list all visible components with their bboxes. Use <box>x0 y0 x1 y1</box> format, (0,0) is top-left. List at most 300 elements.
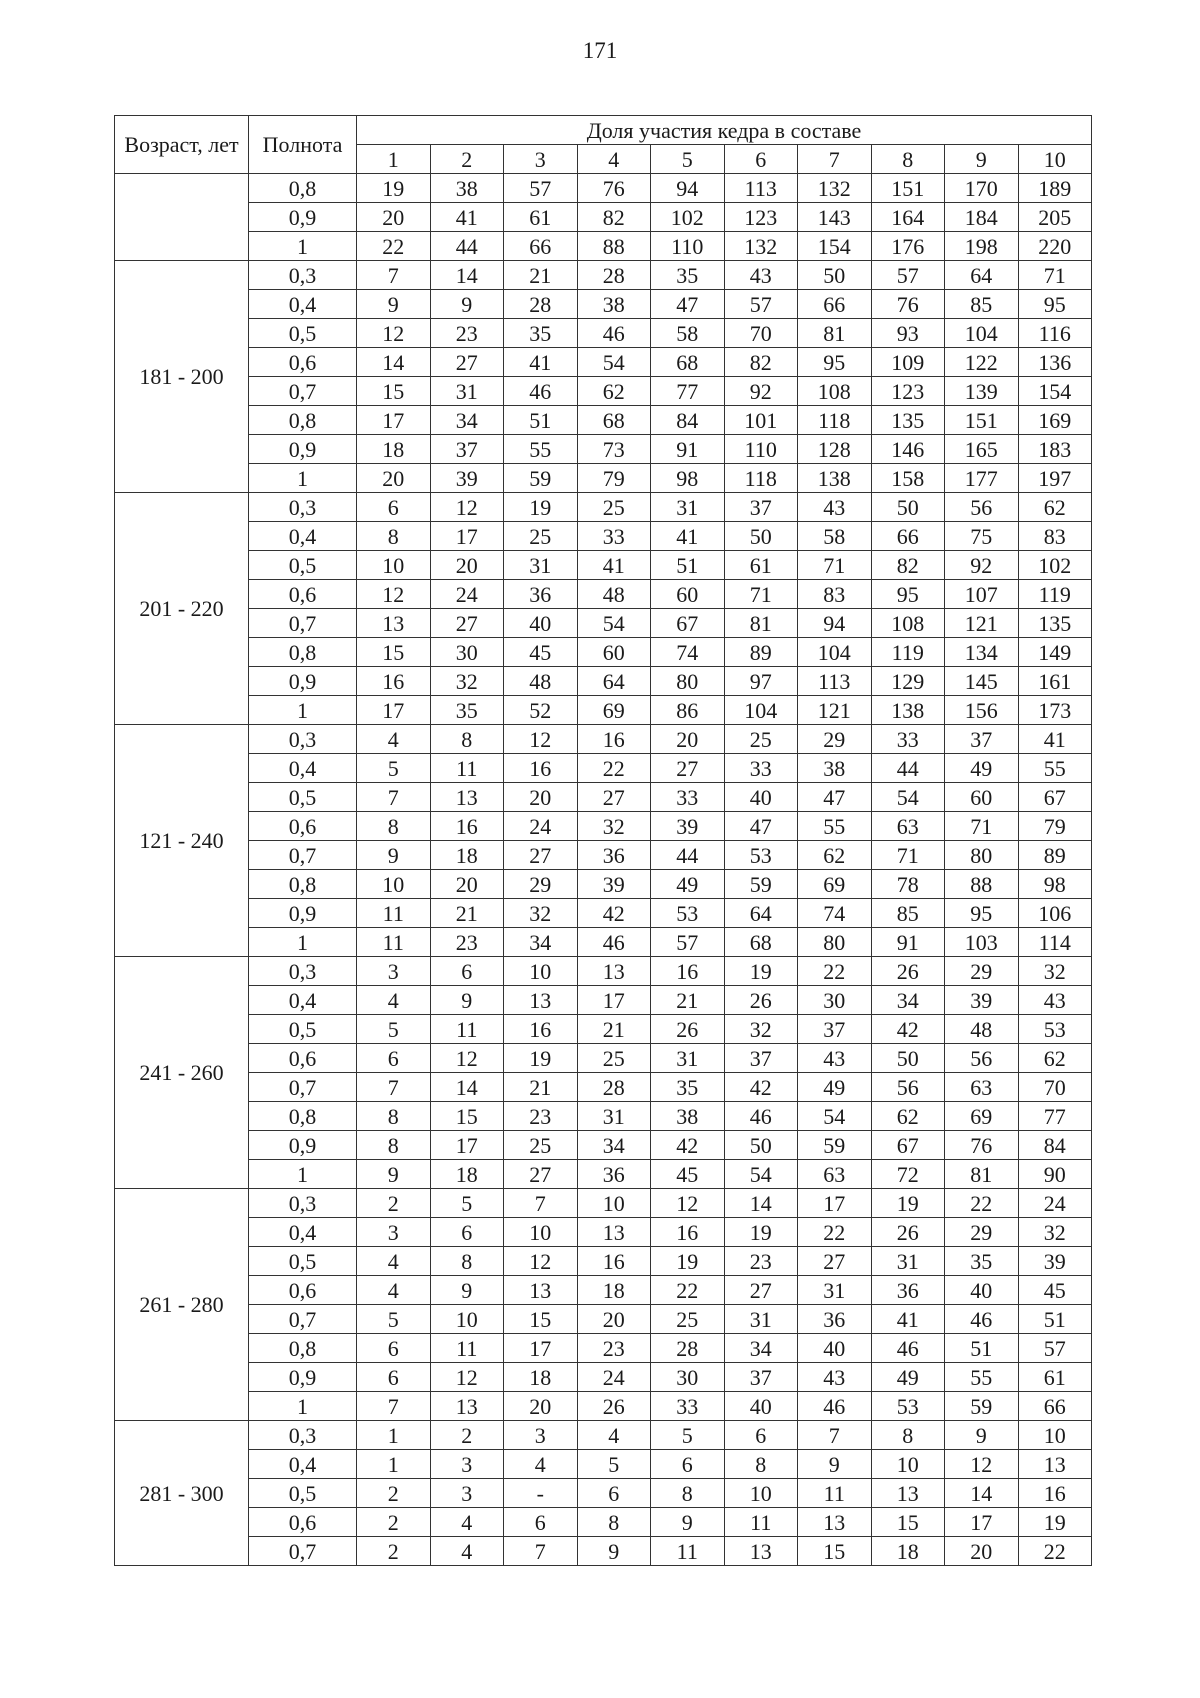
table-row <box>115 1392 1092 1421</box>
value-cell: 8 <box>357 1131 431 1160</box>
density-cell: 0,6 <box>249 812 357 841</box>
table-row <box>115 1218 1092 1247</box>
value-cell: 93 <box>871 319 945 348</box>
value-cell: 176 <box>871 232 945 261</box>
value-cell: 34 <box>871 986 945 1015</box>
value-cell: 61 <box>504 203 578 232</box>
value-cell: 50 <box>724 1131 798 1160</box>
value-cell: 15 <box>430 1102 504 1131</box>
value-cell: 76 <box>871 290 945 319</box>
density-cell: 0,9 <box>249 1363 357 1392</box>
value-cell: 32 <box>504 899 578 928</box>
table-row <box>115 1160 1092 1189</box>
value-cell: 40 <box>504 609 578 638</box>
value-cell: 45 <box>651 1160 725 1189</box>
value-cell: 116 <box>1018 319 1092 348</box>
age-group-cell: 121 - 240 <box>115 725 249 957</box>
value-cell: 91 <box>651 435 725 464</box>
value-cell: 35 <box>504 319 578 348</box>
value-cell: 31 <box>430 377 504 406</box>
value-cell: 15 <box>357 377 431 406</box>
table-row <box>115 1334 1092 1363</box>
value-cell: 36 <box>871 1276 945 1305</box>
value-cell: 89 <box>1018 841 1092 870</box>
value-cell: 110 <box>724 435 798 464</box>
value-cell: 37 <box>430 435 504 464</box>
value-cell: 60 <box>577 638 651 667</box>
table-row <box>115 1421 1092 1450</box>
value-cell: 108 <box>798 377 872 406</box>
value-cell: 13 <box>577 1218 651 1247</box>
density-cell: 0,4 <box>249 522 357 551</box>
value-cell: 57 <box>504 174 578 203</box>
value-cell: 77 <box>651 377 725 406</box>
value-cell: 123 <box>871 377 945 406</box>
value-cell: 86 <box>651 696 725 725</box>
value-cell: 18 <box>357 435 431 464</box>
value-cell: 54 <box>577 609 651 638</box>
value-cell: 21 <box>430 899 504 928</box>
value-cell: 10 <box>357 551 431 580</box>
value-cell: 70 <box>1018 1073 1092 1102</box>
value-cell: 43 <box>798 493 872 522</box>
value-cell: 44 <box>651 841 725 870</box>
value-cell: 27 <box>430 348 504 377</box>
header-share-8: 8 <box>871 145 945 174</box>
value-cell: 17 <box>430 1131 504 1160</box>
value-cell: 13 <box>357 609 431 638</box>
value-cell: 35 <box>651 261 725 290</box>
header-share-3: 3 <box>504 145 578 174</box>
value-cell: 28 <box>577 261 651 290</box>
value-cell: 60 <box>651 580 725 609</box>
value-cell: 64 <box>724 899 798 928</box>
value-cell: 7 <box>798 1421 872 1450</box>
value-cell: 151 <box>945 406 1019 435</box>
value-cell: 50 <box>871 1044 945 1073</box>
value-cell: 39 <box>577 870 651 899</box>
value-cell: 82 <box>724 348 798 377</box>
value-cell: 9 <box>357 1160 431 1189</box>
value-cell: 4 <box>357 986 431 1015</box>
value-cell: 156 <box>945 696 1019 725</box>
value-cell: 6 <box>430 1218 504 1247</box>
value-cell: 121 <box>798 696 872 725</box>
value-cell: 63 <box>945 1073 1019 1102</box>
value-cell: 183 <box>1018 435 1092 464</box>
value-cell: 43 <box>1018 986 1092 1015</box>
table-row <box>115 957 1092 986</box>
value-cell: 30 <box>430 638 504 667</box>
value-cell: 6 <box>357 1044 431 1073</box>
value-cell: 25 <box>504 1131 578 1160</box>
value-cell: 21 <box>651 986 725 1015</box>
value-cell: 59 <box>724 870 798 899</box>
value-cell: 62 <box>1018 493 1092 522</box>
density-cell: 0,9 <box>249 435 357 464</box>
value-cell: 12 <box>357 580 431 609</box>
value-cell: 29 <box>945 1218 1019 1247</box>
value-cell: 21 <box>504 1073 578 1102</box>
age-group-cell: 181 - 200 <box>115 261 249 493</box>
value-cell: 15 <box>504 1305 578 1334</box>
header-share-7: 7 <box>798 145 872 174</box>
value-cell: 54 <box>577 348 651 377</box>
value-cell: 138 <box>798 464 872 493</box>
value-cell: 27 <box>651 754 725 783</box>
table-body <box>115 174 1092 1566</box>
value-cell: 36 <box>798 1305 872 1334</box>
value-cell: 55 <box>504 435 578 464</box>
value-cell: 135 <box>1018 609 1092 638</box>
value-cell: 20 <box>945 1537 1019 1566</box>
value-cell: 63 <box>798 1160 872 1189</box>
value-cell: 18 <box>430 841 504 870</box>
value-cell: 22 <box>798 957 872 986</box>
value-cell: 51 <box>1018 1305 1092 1334</box>
value-cell: 9 <box>945 1421 1019 1450</box>
density-cell: 0,6 <box>249 1276 357 1305</box>
value-cell: 64 <box>945 261 1019 290</box>
value-cell: 16 <box>651 957 725 986</box>
value-cell: 75 <box>945 522 1019 551</box>
value-cell: 12 <box>357 319 431 348</box>
header-density: Полнота <box>249 116 357 174</box>
density-cell: 1 <box>249 464 357 493</box>
value-cell: 8 <box>651 1479 725 1508</box>
value-cell: 12 <box>504 1247 578 1276</box>
value-cell: 154 <box>1018 377 1092 406</box>
value-cell: 4 <box>430 1537 504 1566</box>
value-cell: 29 <box>504 870 578 899</box>
density-cell: 0,5 <box>249 1015 357 1044</box>
value-cell: 113 <box>724 174 798 203</box>
value-cell: 25 <box>651 1305 725 1334</box>
value-cell: 61 <box>724 551 798 580</box>
density-cell: 0,4 <box>249 754 357 783</box>
value-cell: 98 <box>651 464 725 493</box>
value-cell: 69 <box>945 1102 1019 1131</box>
header-share-10: 10 <box>1018 145 1092 174</box>
value-cell: 25 <box>504 522 578 551</box>
value-cell: 18 <box>504 1363 578 1392</box>
value-cell: 55 <box>945 1363 1019 1392</box>
value-cell: 138 <box>871 696 945 725</box>
value-cell: 16 <box>577 1247 651 1276</box>
value-cell: 36 <box>504 580 578 609</box>
value-cell: 122 <box>945 348 1019 377</box>
value-cell: 56 <box>945 493 1019 522</box>
value-cell: 63 <box>871 812 945 841</box>
value-cell: 11 <box>430 754 504 783</box>
value-cell: 8 <box>724 1450 798 1479</box>
value-cell: 24 <box>430 580 504 609</box>
value-cell: 8 <box>357 812 431 841</box>
value-cell: 49 <box>798 1073 872 1102</box>
value-cell: 11 <box>798 1479 872 1508</box>
value-cell: 2 <box>357 1508 431 1537</box>
value-cell: 118 <box>798 406 872 435</box>
value-cell: 13 <box>430 783 504 812</box>
value-cell: 83 <box>798 580 872 609</box>
table-row <box>115 812 1092 841</box>
value-cell: 10 <box>504 957 578 986</box>
value-cell: 31 <box>871 1247 945 1276</box>
value-cell: 11 <box>357 928 431 957</box>
density-cell: 0,7 <box>249 377 357 406</box>
value-cell: 6 <box>651 1450 725 1479</box>
table-row <box>115 1305 1092 1334</box>
value-cell: 67 <box>871 1131 945 1160</box>
value-cell: 48 <box>577 580 651 609</box>
value-cell: 5 <box>651 1421 725 1450</box>
value-cell: 98 <box>1018 870 1092 899</box>
table-row <box>115 261 1092 290</box>
table-row <box>115 841 1092 870</box>
value-cell: 6 <box>724 1421 798 1450</box>
value-cell: 104 <box>798 638 872 667</box>
table-row <box>115 667 1092 696</box>
value-cell: 6 <box>357 1334 431 1363</box>
value-cell: 32 <box>1018 1218 1092 1247</box>
value-cell: 108 <box>871 609 945 638</box>
value-cell: 57 <box>651 928 725 957</box>
value-cell: 19 <box>357 174 431 203</box>
header-share-5: 5 <box>651 145 725 174</box>
value-cell: 7 <box>357 783 431 812</box>
table-row <box>115 609 1092 638</box>
value-cell: 34 <box>577 1131 651 1160</box>
value-cell: 31 <box>577 1102 651 1131</box>
value-cell: 20 <box>577 1305 651 1334</box>
value-cell: 10 <box>430 1305 504 1334</box>
density-cell: 0,5 <box>249 1479 357 1508</box>
table-row <box>115 1508 1092 1537</box>
value-cell: 41 <box>504 348 578 377</box>
value-cell: 20 <box>430 551 504 580</box>
value-cell: 40 <box>945 1276 1019 1305</box>
value-cell: 53 <box>651 899 725 928</box>
value-cell: 10 <box>357 870 431 899</box>
density-cell: 0,4 <box>249 1218 357 1247</box>
value-cell: 35 <box>651 1073 725 1102</box>
table-row <box>115 1450 1092 1479</box>
density-cell: 0,5 <box>249 319 357 348</box>
value-cell: 5 <box>357 1305 431 1334</box>
value-cell: 32 <box>430 667 504 696</box>
age-group-cell: 281 - 300 <box>115 1421 249 1566</box>
value-cell: 18 <box>871 1537 945 1566</box>
value-cell: 9 <box>430 986 504 1015</box>
value-cell: 45 <box>504 638 578 667</box>
value-cell: 146 <box>871 435 945 464</box>
value-cell: 3 <box>504 1421 578 1450</box>
value-cell: 35 <box>430 696 504 725</box>
value-cell: 197 <box>1018 464 1092 493</box>
value-cell: 13 <box>724 1537 798 1566</box>
value-cell: 2 <box>357 1479 431 1508</box>
value-cell: 19 <box>1018 1508 1092 1537</box>
value-cell: 19 <box>871 1189 945 1218</box>
value-cell: 8 <box>430 725 504 754</box>
value-cell: 62 <box>1018 1044 1092 1073</box>
value-cell: 32 <box>577 812 651 841</box>
value-cell: 17 <box>798 1189 872 1218</box>
value-cell: 42 <box>651 1131 725 1160</box>
value-cell: 3 <box>357 1218 431 1247</box>
table-row <box>115 377 1092 406</box>
value-cell: 33 <box>651 783 725 812</box>
table-row <box>115 928 1092 957</box>
value-cell: 46 <box>577 928 651 957</box>
value-cell: 103 <box>945 928 1019 957</box>
value-cell: 69 <box>577 696 651 725</box>
value-cell: 39 <box>945 986 1019 1015</box>
value-cell: 50 <box>871 493 945 522</box>
value-cell: 89 <box>724 638 798 667</box>
value-cell: 49 <box>945 754 1019 783</box>
page-number: 171 <box>582 38 618 63</box>
value-cell: 77 <box>1018 1102 1092 1131</box>
table-row <box>115 348 1092 377</box>
value-cell: 81 <box>945 1160 1019 1189</box>
value-cell: 46 <box>798 1392 872 1421</box>
value-cell: 60 <box>945 783 1019 812</box>
value-cell: 37 <box>798 1015 872 1044</box>
value-cell: 118 <box>724 464 798 493</box>
value-cell: 81 <box>798 319 872 348</box>
value-cell: 40 <box>724 1392 798 1421</box>
value-cell: 54 <box>724 1160 798 1189</box>
value-cell: 17 <box>577 986 651 1015</box>
value-cell: 136 <box>1018 348 1092 377</box>
value-cell: 42 <box>724 1073 798 1102</box>
header-share-9: 9 <box>945 145 1019 174</box>
value-cell: 26 <box>577 1392 651 1421</box>
value-cell: 22 <box>945 1189 1019 1218</box>
value-cell: 22 <box>798 1218 872 1247</box>
value-cell: 57 <box>1018 1334 1092 1363</box>
value-cell: 92 <box>945 551 1019 580</box>
density-cell: 0,8 <box>249 638 357 667</box>
value-cell: 149 <box>1018 638 1092 667</box>
density-cell: 0,9 <box>249 667 357 696</box>
value-cell: 165 <box>945 435 1019 464</box>
value-cell: 10 <box>871 1450 945 1479</box>
value-cell: 31 <box>798 1276 872 1305</box>
table-row <box>115 870 1092 899</box>
value-cell: 90 <box>1018 1160 1092 1189</box>
density-cell: 0,7 <box>249 1305 357 1334</box>
value-cell: 161 <box>1018 667 1092 696</box>
table-row <box>115 1276 1092 1305</box>
density-cell: 0,8 <box>249 174 357 203</box>
density-cell: 0,3 <box>249 957 357 986</box>
value-cell: 25 <box>577 1044 651 1073</box>
value-cell: 58 <box>651 319 725 348</box>
value-cell: 8 <box>871 1421 945 1450</box>
value-cell: 114 <box>1018 928 1092 957</box>
age-group-cell <box>115 174 249 261</box>
value-cell: 119 <box>1018 580 1092 609</box>
value-cell: 85 <box>945 290 1019 319</box>
value-cell: 9 <box>430 290 504 319</box>
value-cell: 23 <box>724 1247 798 1276</box>
value-cell: 139 <box>945 377 1019 406</box>
value-cell: 169 <box>1018 406 1092 435</box>
table-row <box>115 435 1092 464</box>
value-cell: 51 <box>651 551 725 580</box>
header-share-1: 1 <box>357 145 431 174</box>
value-cell: 23 <box>430 928 504 957</box>
density-cell: 0,9 <box>249 899 357 928</box>
value-cell: 31 <box>504 551 578 580</box>
table-row <box>115 522 1092 551</box>
table-row <box>115 1479 1092 1508</box>
value-cell: 84 <box>1018 1131 1092 1160</box>
value-cell: 121 <box>945 609 1019 638</box>
density-cell: 0,9 <box>249 1131 357 1160</box>
value-cell: 205 <box>1018 203 1092 232</box>
value-cell: 9 <box>651 1508 725 1537</box>
value-cell: 95 <box>1018 290 1092 319</box>
value-cell: 48 <box>504 667 578 696</box>
value-cell: 9 <box>357 841 431 870</box>
value-cell: 154 <box>798 232 872 261</box>
value-cell: 71 <box>945 812 1019 841</box>
value-cell: 5 <box>357 1015 431 1044</box>
value-cell: 28 <box>651 1334 725 1363</box>
value-cell: 4 <box>357 725 431 754</box>
value-cell: 59 <box>798 1131 872 1160</box>
value-cell: 32 <box>724 1015 798 1044</box>
value-cell: 44 <box>430 232 504 261</box>
value-cell: 220 <box>1018 232 1092 261</box>
value-cell: 38 <box>798 754 872 783</box>
value-cell: 12 <box>430 1044 504 1073</box>
value-cell: 37 <box>724 1363 798 1392</box>
value-cell: 106 <box>1018 899 1092 928</box>
value-cell: 129 <box>871 667 945 696</box>
value-cell: 54 <box>871 783 945 812</box>
value-cell: 6 <box>430 957 504 986</box>
value-cell: 134 <box>945 638 1019 667</box>
value-cell: 45 <box>1018 1276 1092 1305</box>
value-cell: 79 <box>1018 812 1092 841</box>
value-cell: 5 <box>357 754 431 783</box>
value-cell: 51 <box>945 1334 1019 1363</box>
value-cell: 56 <box>871 1073 945 1102</box>
value-cell: 12 <box>430 493 504 522</box>
value-cell: 16 <box>430 812 504 841</box>
value-cell: 25 <box>577 493 651 522</box>
value-cell: 95 <box>871 580 945 609</box>
value-cell: 21 <box>577 1015 651 1044</box>
table-row <box>115 1044 1092 1073</box>
value-cell: 94 <box>651 174 725 203</box>
table-row <box>115 1363 1092 1392</box>
value-cell: 68 <box>724 928 798 957</box>
density-cell: 1 <box>249 696 357 725</box>
density-cell: 0,7 <box>249 841 357 870</box>
value-cell: 19 <box>651 1247 725 1276</box>
value-cell: 66 <box>798 290 872 319</box>
value-cell: 17 <box>430 522 504 551</box>
value-cell: 46 <box>577 319 651 348</box>
value-cell: 97 <box>724 667 798 696</box>
density-cell: 0,7 <box>249 1537 357 1566</box>
value-cell: 64 <box>577 667 651 696</box>
